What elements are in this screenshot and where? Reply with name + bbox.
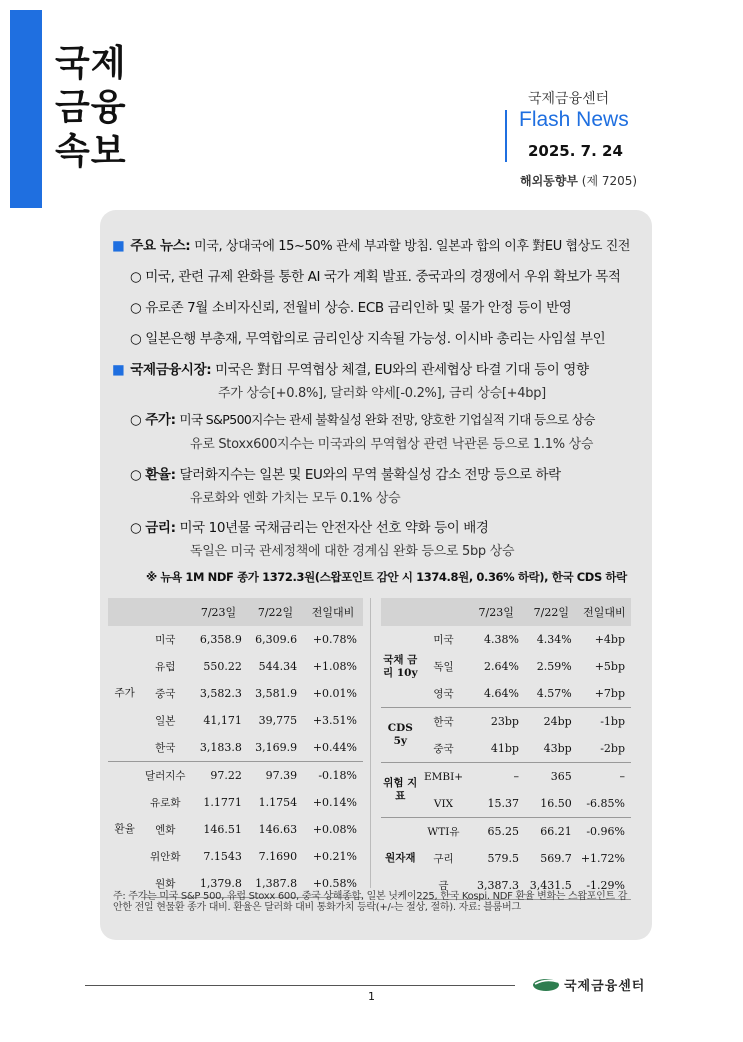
table-cell: – (578, 763, 631, 791)
table-cell: 2.59% (536, 660, 572, 673)
table-header-row (381, 598, 631, 626)
market-summary: 미국은 對日 무역협상 체결, EU와의 관세협상 타결 기대 등이 영향 (215, 362, 589, 378)
footnote: 주: 주가는 미국 S&P 500, 유럽 Stoxx 600, 중국 상해종합, 일본 닛케이225, 한국 Kospi. NDF 환율 변화는 스왑포인트 감안한 전일 현물환 종가 대비. 환율은 달러화 대비 통화가치 등락(+/-는 절상, 절하). 자료: 블룸버그 (113, 891, 628, 913)
table-cell: 1.1771 (203, 796, 242, 809)
table-cell: +0.08% (312, 823, 357, 836)
row-label: WTI유 (420, 818, 468, 846)
row-label: 엔화 (155, 824, 176, 836)
table-cell: 550.22 (203, 660, 242, 673)
table-cell: 4.38% (484, 633, 519, 646)
bullet-row (130, 327, 605, 347)
market-item-text: 달러화지수는 일본 및 EU와의 무역 불확실성 감소 전망 등으로 하락 (179, 467, 561, 483)
headline-text: 미국, 상대국에 15~50% 관세 부과할 방침. 일본과 합의 이후 對EU 협상도 진전 (194, 239, 631, 254)
column-header (420, 598, 468, 626)
report-date: 2025. 7. 24 (528, 142, 623, 160)
table-cell: +5bp (594, 660, 625, 673)
table-cell: 3,183.8 (199, 741, 242, 754)
row-label: 금 (420, 872, 468, 900)
table-cell: 39,775 (258, 714, 298, 727)
table-cell: +0.01% (312, 687, 357, 700)
group-label: 원자재 (381, 818, 420, 900)
table-cell: – (467, 763, 525, 791)
table-cell: +0.44% (312, 741, 357, 754)
table-cell: 6,309.6 (255, 633, 298, 646)
table-cell: +1.72% (580, 852, 625, 865)
issue-number: (제 7205) (581, 174, 638, 188)
column-header: 7/23일 (189, 598, 248, 626)
table-row (381, 626, 631, 653)
table-row (108, 734, 363, 762)
department-name: 해외동향부 (520, 174, 578, 188)
table-cell: 146.63 (258, 823, 298, 836)
market-item (130, 516, 489, 536)
table-cell: 41bp (490, 742, 519, 755)
table-cell: -1.29% (578, 872, 631, 900)
department (520, 172, 637, 189)
table-row (108, 816, 363, 843)
table-cell: 97.22 (189, 762, 248, 790)
market-label: 국제금융시장: (130, 362, 212, 378)
column-header (108, 598, 141, 626)
table-cell: +0.14% (312, 796, 357, 809)
table-cell: 66.21 (525, 818, 578, 846)
square-bullet-icon: ■ (112, 362, 125, 378)
table-cell: +0.21% (312, 850, 357, 863)
market-item (130, 463, 561, 483)
market-item-sub: 독일은 미국 관세정책에 대한 경계심 완화 등으로 5bp 상승 (190, 544, 515, 559)
column-header: 전일대비 (303, 598, 363, 626)
table-cell: 544.34 (258, 660, 298, 673)
table-header-row (108, 598, 363, 626)
row-label: 미국 (433, 634, 454, 646)
table-cell: 41,171 (203, 714, 242, 727)
market-item-text: 미국 10년물 국채금리는 안전자산 선호 약화 등이 배경 (179, 520, 489, 536)
circle-bullet-icon: ○ (130, 520, 146, 536)
circle-bullet-icon: ○ (130, 331, 146, 347)
group-label: 주가 (114, 687, 135, 699)
table-cell: 16.50 (540, 797, 572, 810)
table-cell: -6.85% (586, 797, 625, 810)
row-label: 영국 (433, 688, 454, 700)
column-header: 7/22일 (525, 598, 578, 626)
group-label: 환율 (108, 762, 141, 898)
row-label: 원화 (141, 870, 189, 898)
table-row (108, 789, 363, 816)
table-cell: +7bp (594, 687, 625, 700)
table-cell: +3.51% (312, 714, 357, 727)
table-row (108, 707, 363, 734)
table-cell: 65.25 (467, 818, 525, 846)
bullet-text: 일본은행 부총재, 무역합의로 금리인상 지속될 가능성. 이시바 총리는 사임설 부인 (145, 331, 606, 347)
table-cell: -2bp (600, 742, 625, 755)
row-label: 달러지수 (141, 762, 189, 790)
table-cell: +1.08% (312, 660, 357, 673)
table-divider (370, 598, 371, 888)
table-cell: 97.39 (248, 762, 303, 790)
row-label: 위안화 (150, 851, 181, 863)
table-row (381, 708, 631, 736)
table-row (108, 762, 363, 790)
table-row (108, 626, 363, 653)
table-cell: 1,379.8 (189, 870, 248, 898)
group-label: CDS 5y (381, 708, 420, 763)
table-cell: 2.64% (484, 660, 519, 673)
table-cell: 7.1690 (258, 850, 298, 863)
table-row (108, 653, 363, 680)
table-cell: 6,358.9 (199, 633, 242, 646)
bullet-row (130, 265, 621, 285)
table-row (381, 818, 631, 846)
table-cell: -0.18% (303, 762, 363, 790)
kcif-logo-icon (532, 976, 560, 992)
bullet-row (130, 296, 571, 316)
table-row (108, 680, 363, 707)
table-cell: 146.51 (203, 823, 242, 836)
market-item-label: 금리: (145, 520, 176, 536)
market-summary-sub: 주가 상승[+0.8%], 달러화 약세[-0.2%], 금리 상승[+4bp] (218, 386, 546, 401)
column-header (141, 598, 189, 626)
title-line: 국제 (55, 43, 127, 84)
table-cell: -1bp (578, 708, 631, 736)
row-label: 독일 (433, 661, 454, 673)
table-cell: 1,387.8 (248, 870, 303, 898)
group-label: 위험 지표 (381, 763, 420, 818)
market-item-text: 미국 S&P500지수는 관세 불확실성 완화 전망, 양호한 기업실적 기대 등으로 상승 (179, 412, 595, 427)
market-item-sub: 유로 Stoxx600지수는 미국과의 무역협상 관련 낙관론 등으로 1.1% 상승 (190, 437, 594, 452)
page-number: 1 (368, 990, 375, 1003)
row-label: VIX (433, 797, 454, 810)
market-table-right (381, 598, 631, 900)
column-header: 7/23일 (467, 598, 525, 626)
org-name: 국제금융센터 (528, 91, 610, 107)
market-item-label: 주가: (145, 412, 176, 428)
table-cell: +0.58% (303, 870, 363, 898)
flash-news-label: Flash News (519, 108, 629, 131)
table-cell: -0.96% (578, 818, 631, 846)
table-cell: 4.64% (484, 687, 519, 700)
table-cell: 579.5 (487, 852, 519, 865)
group-label: 국채 금리 10y (383, 653, 418, 679)
market-item (130, 408, 595, 428)
table-cell: 3,169.9 (255, 741, 298, 754)
table-cell: 3,431.5 (525, 872, 578, 900)
table-cell: +4bp (594, 633, 625, 646)
circle-bullet-icon: ○ (130, 412, 146, 428)
ndf-note: ※ 뉴욕 1M NDF 종가 1372.3원(스왑포인트 감안 시 1374.8원, 0.36% 하락), 한국 CDS 하락 (146, 570, 627, 584)
table-cell: 3,387.3 (467, 872, 525, 900)
logo-text: 국제금융센터 (564, 979, 646, 994)
row-label: 중국 (155, 688, 176, 700)
table-row (381, 763, 631, 791)
market-item-label: 환율: (145, 467, 176, 483)
headline-row (112, 234, 630, 254)
table-cell: 4.57% (536, 687, 572, 700)
bullet-text: 유로존 7월 소비자신뢰, 전월비 상승. ECB 금리인하 및 물가 안정 등이 반영 (145, 300, 572, 316)
row-label: 구리 (433, 853, 454, 865)
row-label: 한국 (155, 742, 176, 754)
row-label: 유로화 (150, 797, 181, 809)
table-cell: 7.1543 (203, 850, 242, 863)
market-table-left (108, 598, 363, 898)
row-label: 유럽 (155, 661, 176, 673)
table-cell: 1.1754 (258, 796, 298, 809)
headline-label: 주요 뉴스: (130, 238, 191, 254)
market-row (112, 358, 589, 378)
table-cell: 4.34% (536, 633, 572, 646)
header-divider (505, 110, 507, 162)
column-header: 7/22일 (248, 598, 303, 626)
table-cell: 569.7 (540, 852, 572, 865)
row-label: EMBI+ (420, 763, 468, 791)
title-accent-bar (10, 10, 42, 208)
title-line: 금융 (55, 87, 127, 128)
footer-rule (85, 985, 515, 986)
row-label: 미국 (155, 634, 176, 646)
row-label: 중국 (433, 743, 454, 755)
table-cell: +0.78% (312, 633, 357, 646)
table-cell: 15.37 (487, 797, 519, 810)
table-cell: 23bp (467, 708, 525, 736)
row-label: 한국 (420, 708, 468, 736)
table-cell: 3,582.3 (199, 687, 242, 700)
circle-bullet-icon: ○ (130, 269, 146, 285)
table-cell: 365 (525, 763, 578, 791)
market-item-sub: 유로화와 엔화 가치는 모두 0.1% 상승 (190, 491, 401, 506)
column-header (381, 598, 420, 626)
bullet-text: 미국, 관련 규제 완화를 통한 AI 국가 계획 발표. 중국과의 경쟁에서 우위 확보가 목적 (145, 269, 621, 285)
table-cell: 3,581.9 (255, 687, 298, 700)
circle-bullet-icon: ○ (130, 300, 146, 316)
table-cell: 24bp (525, 708, 578, 736)
title-line: 속보 (55, 131, 127, 172)
column-header: 전일대비 (578, 598, 631, 626)
table-row (108, 843, 363, 870)
row-label: 일본 (155, 715, 176, 727)
table-cell: 43bp (543, 742, 572, 755)
circle-bullet-icon: ○ (130, 467, 146, 483)
square-bullet-icon: ■ (112, 238, 125, 254)
report-title (55, 42, 127, 174)
